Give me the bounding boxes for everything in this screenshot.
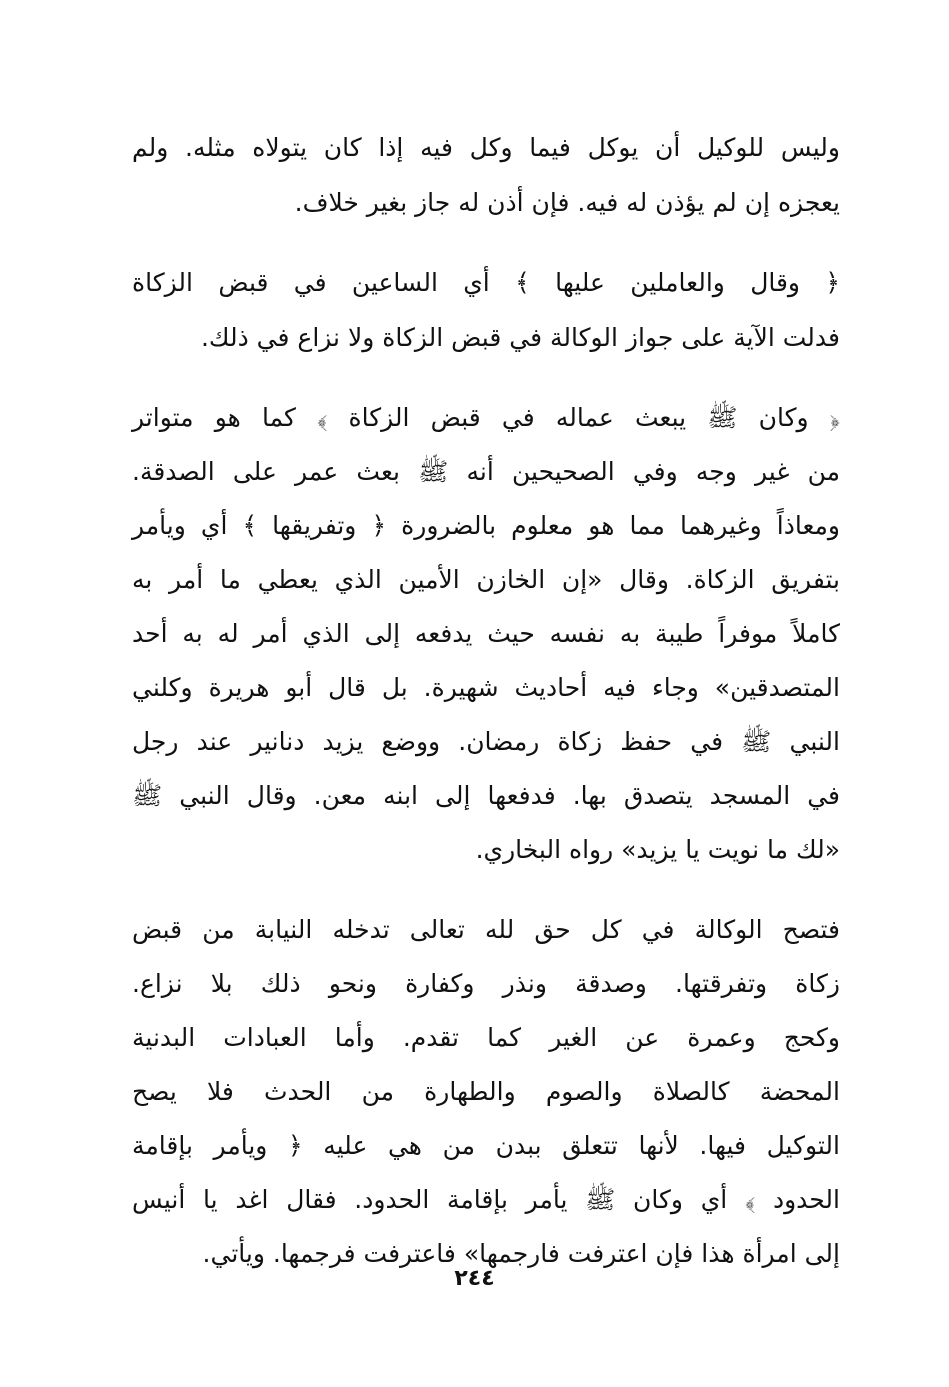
text-line: ﴿ وكان ﷺ يبعث عماله في قبض الزكاة ﴾ كما هو متواتر: [132, 403, 840, 432]
text-line: فدلت الآية على جواز الوكالة في قبض الزكاة ولا نزاع في ذلك.: [200, 323, 840, 352]
text-line: زكاة وتفرقتها. وصدقة ونذر وكفارة ونحو ذلك بلا نزاع.: [132, 969, 840, 998]
text-line: في المسجد يتصدق بها. فدفعها إلى ابنه معن. وقال النبي ﷺ: [132, 781, 840, 810]
text-line: ومعاذاً وغيرهما مما هو معلوم بالضرورة ﴿ وتفريقها ﴾ أي ويأمر: [132, 511, 840, 540]
text-line: النبي ﷺ في حفظ زكاة رمضان. ووضع يزيد دنانير عند رجل: [132, 727, 840, 756]
text-line: إلى امرأة هذا فإن اعترفت فارجمها» فاعترفت فرجمها. ويأتي.: [202, 1239, 840, 1268]
text-line: فتصح الوكالة في كل حق لله تعالى تدخله النيابة من قبض: [132, 915, 840, 944]
text-line: «لك ما نويت يا يزيد» رواه البخاري.: [475, 835, 840, 864]
text-line: الحدود ﴾ أي وكان ﷺ يأمر بإقامة الحدود. فقال اغد يا أنيس: [132, 1185, 840, 1214]
text-line: ﴿ وقال والعاملين عليها ﴾ أي الساعين في قبض الزكاة: [132, 268, 840, 297]
text-line: يعجزه إن لم يؤذن له فيه. فإن أذن له جاز بغير خلاف.: [294, 188, 840, 217]
text-line: وليس للوكيل أن يوكل فيما وكل فيه إذا كان يتولاه مثله. ولم: [132, 133, 840, 162]
text-line: كاملاً موفراً طيبة به نفسه حيث يدفعه إلى الذي أمر له به أحد: [132, 619, 840, 648]
text-line: التوكيل فيها. لأنها تتعلق ببدن من هي عليه ﴿ ويأمر بإقامة: [132, 1131, 840, 1160]
page-number: ٢٤٤: [454, 1266, 495, 1291]
text-line: من غير وجه وفي الصحيحين أنه ﷺ بعث عمر على الصدقة.: [132, 457, 840, 486]
text-line: وكحج وعمرة عن الغير كما تقدم. وأما العبادات البدنية: [132, 1023, 840, 1052]
text-line: المحضة كالصلاة والصوم والطهارة من الحدث فلا يصح: [132, 1077, 840, 1106]
text-line: بتفريق الزكاة. وقال «إن الخازن الأمين الذي يعطي ما أمر به: [132, 565, 840, 594]
text-line: المتصدقين» وجاء فيه أحاديث شهيرة. بل قال أبو هريرة وكلني: [132, 673, 840, 702]
